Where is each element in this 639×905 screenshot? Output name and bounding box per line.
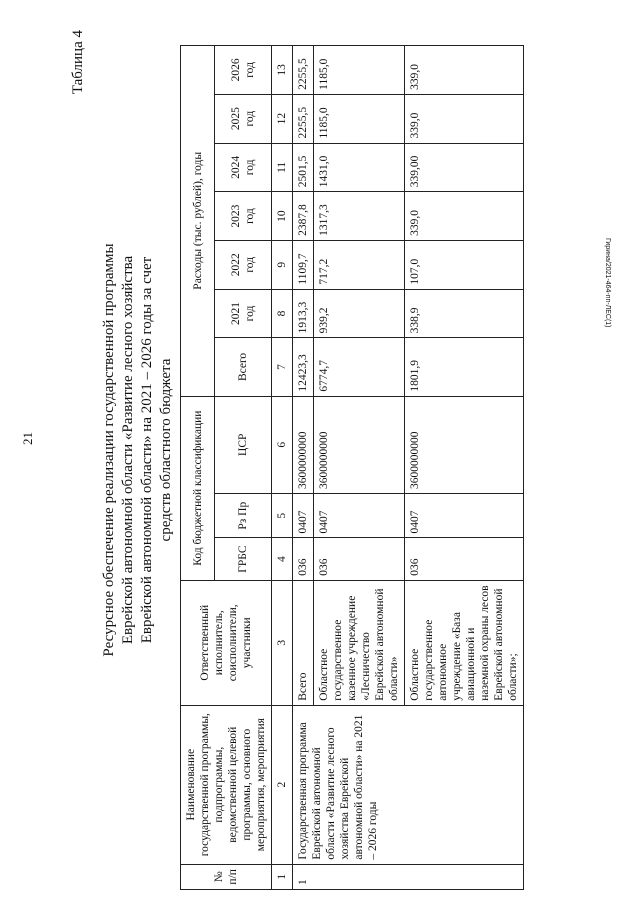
header-csr: ЦСР: [215, 396, 272, 493]
row-2024: 339,00: [405, 143, 524, 192]
row-grbs: 036: [314, 538, 405, 580]
row-total: 12423,3: [293, 338, 314, 396]
row-csr: 3600000000: [405, 396, 524, 493]
row-2022: 107,0: [405, 240, 524, 289]
row-2022: 717,2: [314, 240, 405, 289]
col-number: 7: [272, 338, 293, 396]
header-row-1: [181, 46, 215, 890]
col-number: 11: [272, 143, 293, 192]
title-line: Ресурсное обеспечение реализации государственной программы: [101, 243, 117, 657]
row-2024: 1431,0: [314, 143, 405, 192]
row-rzpr: 0407: [293, 493, 314, 537]
header-name: Наименование государственной программы, подпрограммы, ведомственной целевой программы, основного мероприятия, мероприятия: [181, 705, 272, 864]
row-2023: 2387,8: [293, 192, 314, 241]
program-num: 1: [293, 864, 524, 889]
header-2023: 2023 год: [215, 192, 272, 241]
header-2025: 2025 год: [215, 94, 272, 143]
title-line: Еврейской автономной области «Развитие лесного хозяйства: [120, 255, 136, 645]
row-responsible: Областное государственное казенное учреждение «Лесничество Еврейской автономной области»: [314, 580, 405, 705]
title-line: Еврейской автономной области» на 2021 – 2026 годы за счет: [139, 256, 155, 644]
document-id: Гирина/2021-464-пп-ЛЕС(1): [604, 238, 611, 328]
header-num: № п/п: [181, 864, 272, 889]
row-2026: 2255,5: [293, 46, 314, 95]
row-2021: 1913,3: [293, 289, 314, 338]
row-grbs: 036: [405, 538, 524, 580]
header-budget-code: Код бюджетной классификации: [181, 396, 215, 580]
header-2024: 2024 год: [215, 143, 272, 192]
document-title: [100, 150, 176, 750]
rotated-sheet: [60, 0, 620, 900]
col-number: 8: [272, 289, 293, 338]
resource-table: [180, 45, 524, 890]
row-2026: 339,0: [405, 46, 524, 95]
row-2024: 2501,5: [293, 143, 314, 192]
row-2025: 2255,5: [293, 94, 314, 143]
header-grbs: ГРБС: [215, 538, 272, 580]
col-number: 13: [272, 46, 293, 95]
row-total: 1801,9: [405, 338, 524, 396]
row-2021: 338,9: [405, 289, 524, 338]
page-number: 21: [20, 432, 35, 445]
program-name: Государственная программа Еврейской автономной области «Развитие лесного хозяйства Еврейской автономной области» на 2021 – 2026 годы: [293, 705, 524, 864]
row-2022: 1109,7: [293, 240, 314, 289]
row-rzpr: 0407: [314, 493, 405, 537]
row-csr: 3600000000: [293, 396, 314, 493]
row-total: 6774,7: [314, 338, 405, 396]
row-2025: 339,0: [405, 94, 524, 143]
header-total: Всего: [215, 338, 272, 396]
row-responsible: Всего: [293, 580, 314, 705]
table-row: [293, 46, 314, 890]
col-number: 2: [272, 705, 293, 864]
col-number: 6: [272, 396, 293, 493]
row-rzpr: 0407: [405, 493, 524, 537]
column-number-row: [272, 46, 293, 890]
row-grbs: 036: [293, 538, 314, 580]
header-2026: 2026 год: [215, 46, 272, 95]
header-rzpr: Рз Пр: [215, 493, 272, 537]
col-number: 9: [272, 240, 293, 289]
row-2023: 339,0: [405, 192, 524, 241]
header-expenses: Расходы (тыс. рублей), годы: [181, 46, 215, 397]
title-line: средств областного бюджета: [158, 358, 174, 542]
row-responsible: Областное государственное автономное учреждение «База авиационной и наземной охраны лесов Еврейской автономной области»;: [405, 580, 524, 705]
col-number: 5: [272, 493, 293, 537]
col-number: 12: [272, 94, 293, 143]
table-label: Таблица 4: [70, 30, 86, 95]
header-responsible: Ответственный исполнитель, соисполнители, участники: [181, 580, 272, 705]
col-number: 4: [272, 538, 293, 580]
col-number: 3: [272, 580, 293, 705]
header-2021: 2021 год: [215, 289, 272, 338]
row-2025: 1185,0: [314, 94, 405, 143]
row-csr: 3600000000: [314, 396, 405, 493]
col-number: 10: [272, 192, 293, 241]
row-2021: 939,2: [314, 289, 405, 338]
col-number: 1: [272, 864, 293, 889]
row-2026: 1185,0: [314, 46, 405, 95]
header-2022: 2022 год: [215, 240, 272, 289]
row-2023: 1317,3: [314, 192, 405, 241]
